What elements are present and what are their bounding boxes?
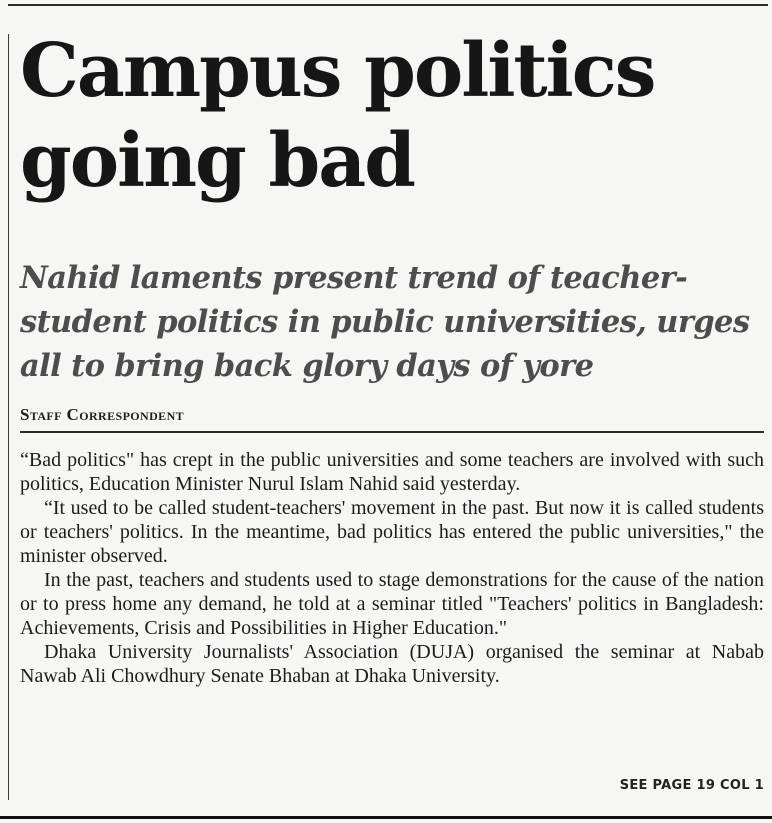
- bottom-rule: [0, 816, 772, 819]
- continuation-jump-line: SEE PAGE 19 COL 1: [619, 778, 764, 793]
- headline: Campus politics going bad: [20, 28, 655, 204]
- paragraph: Dhaka University Journalists' Association (DUJA) organised the seminar at Nabab Nawab Ali Chowdhury Senate Bhaban at Dhaka University.: [20, 641, 764, 687]
- paragraph: “It used to be called student-teachers' movement in the past. But now it is called students or teachers' politics. In the meantime, bad politics has entered the public universities," the minister observed.: [20, 497, 764, 567]
- top-rule: [8, 4, 768, 6]
- article-body: [20, 448, 764, 688]
- byline: Staff Correspondent: [20, 405, 185, 424]
- paragraph: In the past, teachers and students used to stage demonstrations for the cause of the nation or to press home any demand, he told at a seminar titled "Teachers' politics in Bangladesh: Achievements, Crisis and Possibilities in Higher Education.": [20, 569, 764, 639]
- subheadline: Nahid laments present trend of teacher-student politics in public universities, urges all to bring back glory days of yore: [20, 260, 750, 384]
- paragraph: “Bad politics" has crept in the public universities and some teachers are involved with such politics, Education Minister Nurul Islam Nahid said yesterday.: [20, 449, 764, 495]
- byline-rule: [20, 431, 764, 433]
- left-column-rule: [8, 34, 9, 800]
